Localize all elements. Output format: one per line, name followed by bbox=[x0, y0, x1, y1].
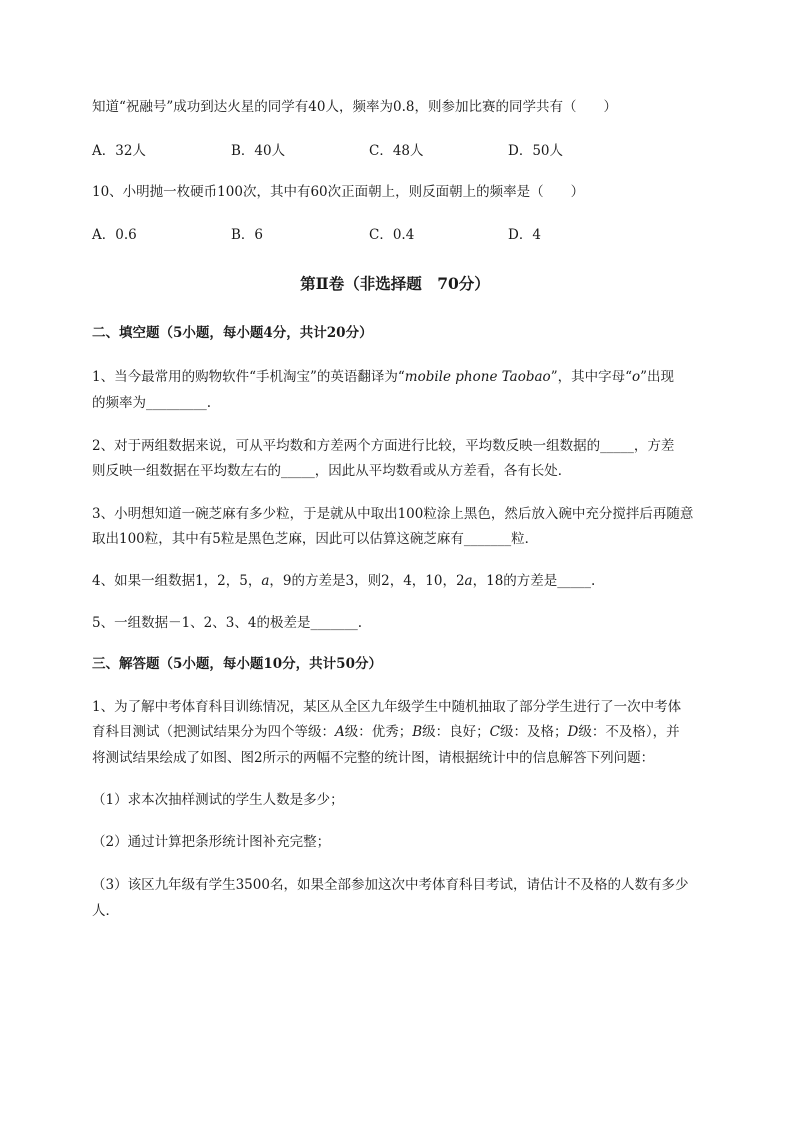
q9-stem: 知道“祝融号”成功到达火星的同学有40人，频率为0.8，则参加比赛的同学共有（ ） bbox=[92, 99, 617, 115]
fill-q4-var-a: a bbox=[261, 573, 270, 589]
fill-q2-line2: 则反映一组数据在平均数左右的_____，因此从平均数看或从方差看，各有长处． bbox=[92, 463, 572, 479]
fill-q1-english: mobile phone Taobao bbox=[404, 369, 551, 385]
fill-q4-text-b: ，9的方差是3，则2，4，10，2 bbox=[269, 573, 465, 589]
fill-q2-line1: 2、对于两组数据来说，可从平均数和方差两个方面进行比较，平均数反映一组数据的_____，方差 bbox=[92, 438, 675, 454]
grade-a-label: A bbox=[335, 724, 345, 740]
q9-option-c: C．48人 bbox=[369, 143, 424, 159]
solve-sub1: （1）求本次抽样测试的学生人数是多少； bbox=[92, 792, 344, 808]
fill-q4-var-a-2: a bbox=[464, 573, 473, 589]
q9-option-a: A．32人 bbox=[92, 143, 146, 159]
q10-option-b: B．6 bbox=[231, 227, 264, 243]
q10-option-a: A．0.6 bbox=[92, 227, 137, 243]
q10-stem: 10、小明抛一枚硬币100次，其中有60次正面朝上，则反面朝上的频率是（ ） bbox=[92, 184, 585, 200]
solve-sub3-line1: （3）该区九年级有学生3500名，如果全部参加这次中考体育科目考试，请估计不及格的人数有多少 bbox=[92, 877, 689, 893]
solve-q1-text-b: 级：优秀； bbox=[344, 724, 413, 740]
fill-q5: 5、一组数据－1、2、3、4的极差是_______. bbox=[92, 615, 362, 631]
fill-q1-line2: 的频率为_________. bbox=[92, 395, 212, 411]
solve-q1-text-d: 级：及格； bbox=[500, 724, 568, 740]
fill-q3-line2: 取出100粒，其中有5粒是黑色芝麻，因此可以估算这碗芝麻有_______粒． bbox=[92, 531, 539, 547]
solve-sub3-line2: 人． bbox=[92, 903, 119, 919]
solve-q1-line3: 将测试结果绘成了如图、图2所示的两幅不完整的统计图，请根据统计中的信息解答下列问题： bbox=[92, 750, 655, 766]
fill-q3-line1: 3、小明想知道一碗芝麻有多少粒，于是就从中取出100粒涂上黑色，然后放入碗中充分搅拌后再随意 bbox=[92, 506, 694, 522]
fill-section-heading: 二、填空题（5小题，每小题4分，共计20分） bbox=[92, 325, 373, 341]
fill-q4-text-a: 4、如果一组数据1，2，5， bbox=[92, 573, 262, 589]
solve-q1-text-c: 级：良好； bbox=[422, 724, 490, 740]
fill-q1-text-a: 1、当今最常用的购物软件“手机淘宝”的英语翻译为“ bbox=[92, 369, 405, 385]
q10-option-d: D．4 bbox=[508, 227, 541, 243]
solve-q1-text-a: 育科目测试（把测试结果分为四个等级： bbox=[92, 724, 335, 740]
solve-q1-line2 bbox=[92, 722, 680, 742]
grade-b-label: B bbox=[412, 724, 423, 740]
grade-c-label: C bbox=[489, 724, 501, 740]
fill-q1-line1 bbox=[92, 367, 674, 387]
solve-q1-text-e: 级：不及格），并 bbox=[578, 724, 680, 740]
solve-sub2: （2）通过计算把条形统计图补充完整； bbox=[92, 834, 331, 850]
solve-section-heading: 三、解答题（5小题，每小题10分，共计50分） bbox=[92, 656, 382, 672]
fill-q4 bbox=[92, 571, 595, 591]
solve-q1-line1: 1、为了解中考体育科目训练情况，某区从全区九年级学生中随机抽取了部分学生进行了一次中考体 bbox=[92, 699, 682, 715]
grade-d-label: D bbox=[567, 724, 579, 740]
fill-q1-text-b: ”，其中字母“ bbox=[550, 369, 632, 385]
part2-title: 第Ⅱ卷（非选择题 70分） bbox=[300, 274, 490, 293]
q9-option-b: B．40人 bbox=[231, 143, 286, 159]
q9-option-d: D．50人 bbox=[508, 143, 564, 159]
fill-q1-text-c: ”出现 bbox=[640, 369, 675, 385]
fill-q4-text-c: ，18的方差是_____. bbox=[472, 573, 596, 589]
q10-option-c: C．0.4 bbox=[369, 227, 415, 243]
fill-q1-letter: o bbox=[632, 369, 641, 385]
